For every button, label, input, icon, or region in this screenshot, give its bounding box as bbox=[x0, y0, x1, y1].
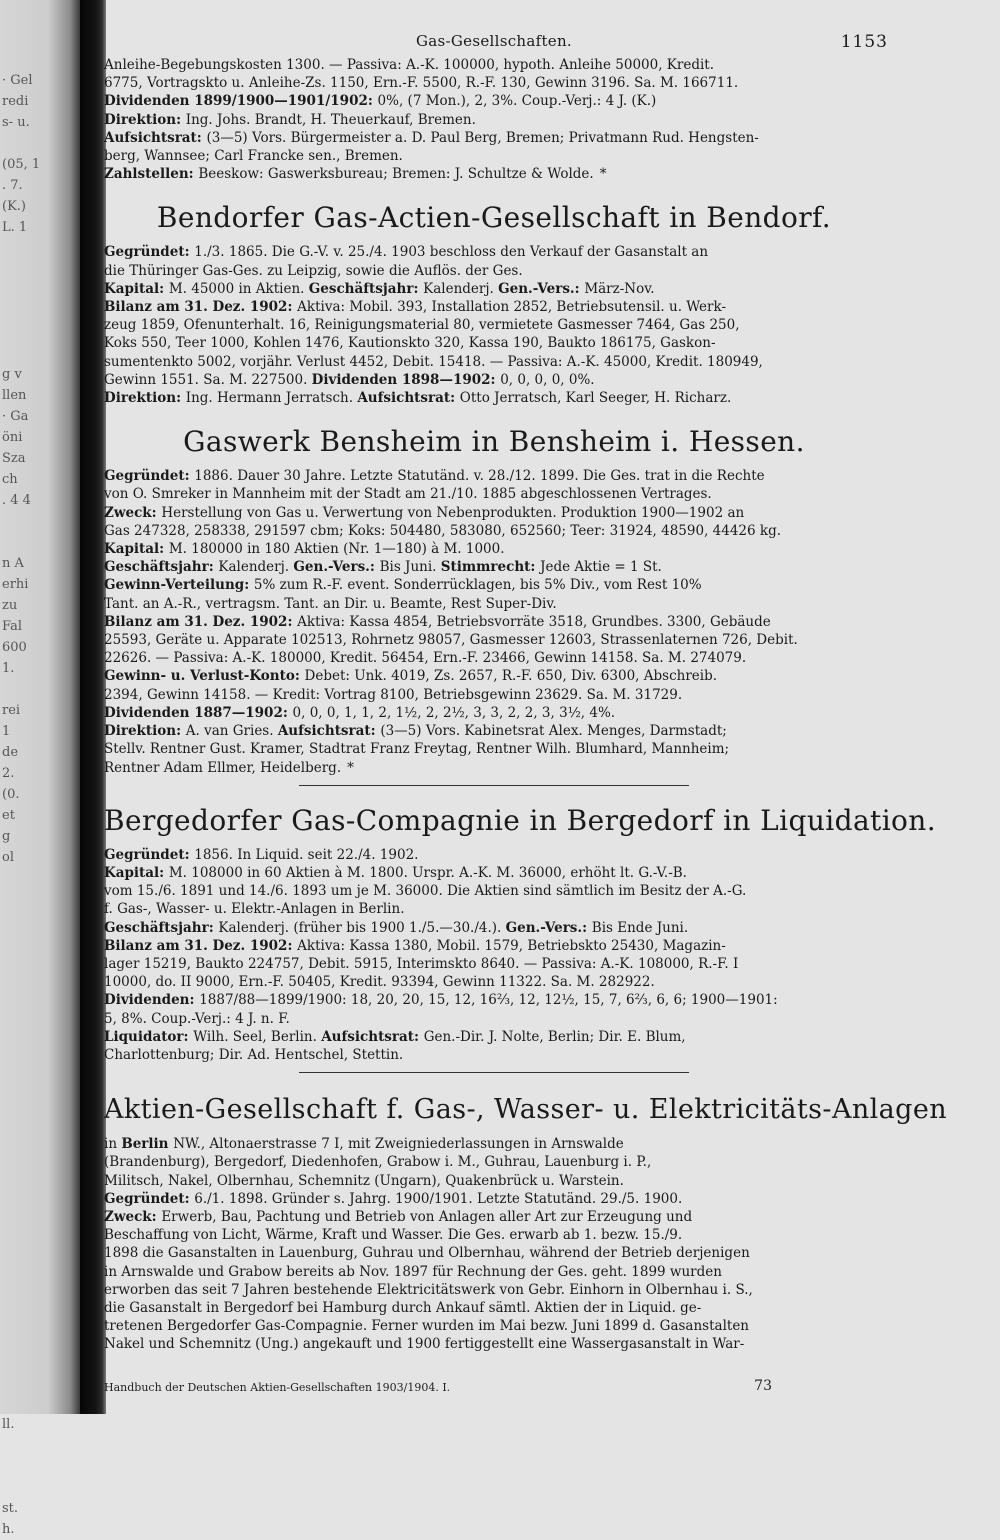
field-label: Gegründet: bbox=[104, 846, 195, 863]
text-line: Zweck: Herstellung von Gas u. Verwertung von Nebenprodukten. Produktion 1900—1902 an bbox=[104, 504, 745, 521]
text-line: die Gasanstalt in Bergedorf bei Hamburg durch Ankauf sämtl. Aktien der in Liquid. ge- bbox=[104, 1299, 702, 1316]
text-line: f. Gas-, Wasser- u. Elektr.-Anlagen in Berlin. bbox=[104, 901, 405, 918]
book-spine-gutter bbox=[80, 0, 106, 1414]
text-line: Gegründet: 1856. In Liquid. seit 22./4. 1902. bbox=[104, 846, 419, 863]
footer-publication: Handbuch der Deutschen Aktien-Gesellschaften 1903/1904. I. bbox=[104, 1381, 451, 1394]
field-label: Gen.-Vers.: bbox=[505, 919, 592, 936]
field-label: Dividenden: bbox=[104, 992, 200, 1009]
entry-body bbox=[104, 467, 884, 776]
text-line: Direktion: A. van Gries. Aufsichtsrat: (3—5) Vors. Kabinetsrat Alex. Menges, Darmstadt; bbox=[104, 723, 727, 740]
field-label: Aufsichtsrat: bbox=[277, 723, 381, 740]
field-label: Direktion: bbox=[104, 390, 186, 407]
text-line: Militsch, Nakel, Olbernhau, Schemnitz (Ungarn), Quakenbrück u. Warstein. bbox=[104, 1172, 624, 1189]
entry-body bbox=[104, 1135, 884, 1353]
entry-title: Aktien-Gesellschaft f. Gas-, Wasser- u. Elektricitäts-Anlagen bbox=[104, 1094, 948, 1126]
field-label: Gewinn- u. Verlust-Konto: bbox=[104, 668, 305, 685]
text-line: Zweck: Erwerb, Bau, Pachtung und Betrieb von Anlagen aller Art zur Erzeugung und bbox=[104, 1208, 693, 1225]
page-footer bbox=[104, 1378, 884, 1394]
text-line: sumentenkto 5002, vorjähr. Verlust 4452, Debit. 15418. — Passiva: A.-K. 45000, Kredit. 180949, bbox=[104, 353, 763, 370]
text-line: Charlottenburg; Dir. Ad. Hentschel, Stettin. bbox=[104, 1046, 404, 1063]
entry-bergedorf bbox=[104, 803, 937, 1073]
entry-body bbox=[104, 846, 884, 1064]
text-line: Gewinn 1551. Sa. M. 227500. Dividenden 1898—1902: 0, 0, 0, 0, 0%. bbox=[104, 371, 595, 388]
section-divider bbox=[299, 785, 689, 786]
text-line: Gewinn-Verteilung: 5% zum R.-F. event. Sonderrücklagen, bis 5% Div., vom Rest 10% bbox=[104, 577, 702, 594]
field-label: Gegründet: bbox=[104, 244, 195, 261]
field-label: Geschäftsjahr: bbox=[104, 559, 219, 576]
text-line: Kapital: M. 180000 in 180 Aktien (Nr. 1—180) à M. 1000. bbox=[104, 541, 505, 558]
field-label: Kapital: bbox=[104, 280, 169, 297]
field-label: Direktion: bbox=[104, 111, 186, 128]
text-line: lager 15219, Baukto 224757, Debit. 5915, Interimskto 8640. — Passiva: A.-K. 108000, R.-F. I bbox=[104, 955, 739, 972]
text-line: in Arnswalde und Grabow bereits ab Nov. 1897 für Rechnung der Ges. geht. 1899 wurden bbox=[104, 1263, 722, 1280]
field-label: Zweck: bbox=[104, 1208, 162, 1225]
text-line: Kapital: M. 108000 in 60 Aktien à M. 1800. Urspr. A.-K. M. 36000, erhöht lt. G.-V.-B. bbox=[104, 864, 687, 881]
text-line: in Berlin NW., Altonaerstrasse 7 I, mit Zweigniederlassungen in Arnswalde bbox=[104, 1136, 624, 1153]
text-line: Liquidator: Wilh. Seel, Berlin. Aufsichtsrat: Gen.-Dir. J. Nolte, Berlin; Dir. E. Blum, bbox=[104, 1028, 686, 1045]
text-line: Gewinn- u. Verlust-Konto: Debet: Unk. 4019, Zs. 2657, R.-F. 650, Div. 6300, Abschreib. bbox=[104, 668, 718, 685]
field-label: Berlin bbox=[121, 1136, 174, 1153]
field-label: Geschäftsjahr: bbox=[308, 280, 424, 297]
text-line: Aufsichtsrat: (3—5) Vors. Bürgermeister a. D. Paul Berg, Bremen; Privatmann Rud. Hengsten- bbox=[104, 129, 759, 146]
field-label: Dividenden 1887—1902: bbox=[104, 704, 293, 721]
entry-title: Bendorfer Gas-Actien-Gesellschaft in Bendorf. bbox=[156, 201, 832, 235]
text-line: Nakel und Schemnitz (Ung.) angekauft und 1900 fertiggestellt eine Wassergasanstalt in War- bbox=[104, 1336, 745, 1353]
text-line: 6775, Vortragskto u. Anleihe-Zs. 1150, Ern.-F. 5500, R.-F. 130, Gewinn 3196. Sa. M. 166711. bbox=[104, 75, 739, 92]
facing-page-text-fragments: · Gel redi s- u. (05, 1 . 7. (K.) L. 1 g v llen · Ga öni Sza ch . 4 4 n A erhi zu Fal 600 1. rei 1 de 2. (0. et g ol ll. st. h. bbox=[2, 73, 41, 1537]
field-label: Dividenden 1899/1900—1901/1902: bbox=[104, 93, 378, 110]
field-label: Gegründet: bbox=[104, 1190, 195, 1207]
text-line: Anleihe-Begebungskosten 1300. — Passiva: A.-K. 100000, hypoth. Anleihe 50000, Kredit. bbox=[104, 57, 714, 73]
text-line: Stellv. Rentner Gust. Kramer, Stadtrat Franz Freytag, Rentner Wilh. Blumhard, Mannheim; bbox=[104, 741, 730, 758]
text-line: Gegründet: 1./3. 1865. Die G.-V. v. 25./4. 1903 beschloss den Verkauf der Gasanstalt an bbox=[104, 244, 709, 261]
running-head-title: Gas-Gesellschaften. bbox=[415, 32, 572, 50]
text-line: 10000, do. II 9000, Ern.-F. 50405, Kredit. 93394, Gewinn 11322. Sa. M. 282922. bbox=[104, 974, 655, 991]
text-line: 22626. — Passiva: A.-K. 180000, Kredit. 56454, Ern.-F. 23466, Gewinn 14158. Sa. M. 274079. bbox=[104, 650, 747, 667]
field-label: Kapital: bbox=[104, 864, 169, 881]
text-line: Koks 550, Teer 1000, Kohlen 1476, Kautionskto 320, Kassa 190, Baukto 186175, Gaskon- bbox=[104, 335, 716, 352]
field-label: Zweck: bbox=[104, 504, 162, 521]
field-label: Zahlstellen: bbox=[104, 166, 199, 183]
text-line: von O. Smreker in Mannheim mit der Stadt am 21./10. 1885 abgeschlossenen Vertrages. bbox=[104, 486, 712, 503]
text-line: Gegründet: 6./1. 1898. Gründer s. Jahrg. 1900/1901. Letzte Statutänd. 29./5. 1900. bbox=[104, 1190, 683, 1207]
text-line: Direktion: Ing. Johs. Brandt, H. Theuerkauf, Bremen. bbox=[104, 111, 476, 128]
field-label: Stimmrecht: bbox=[440, 559, 541, 576]
field-label: Bilanz am 31. Dez. 1902: bbox=[104, 299, 298, 316]
asterisk-mark: * bbox=[347, 759, 354, 776]
text-line: Dividenden 1887—1902: 0, 0, 0, 1, 1, 2, 1½, 2, 2½, 3, 3, 2, 2, 3, 3½, 4%. bbox=[104, 704, 616, 721]
asterisk-mark: * bbox=[599, 166, 607, 183]
text-line: 1898 die Gasanstalten in Lauenburg, Guhrau und Olbernhau, während der Betrieb derjenigen bbox=[104, 1245, 750, 1262]
text-line: erworben das seit 7 Jahren bestehende Elektricitätswerk von Gebr. Einhorn in Olbernhau i. S., bbox=[104, 1281, 753, 1298]
field-label: Liquidator: bbox=[104, 1028, 194, 1045]
text-line: Tant. an A.-R., vertragsm. Tant. an Dir. u. Beamte, Rest Super-Div. bbox=[104, 595, 557, 612]
field-label: Aufsichtsrat: bbox=[357, 390, 460, 407]
field-label: Gen.-Vers.: bbox=[498, 280, 585, 297]
text-line: Geschäftsjahr: Kalenderj. Gen.-Vers.: Bis Juni. Stimmrecht: Jede Aktie = 1 St. bbox=[104, 559, 662, 576]
text-line: Direktion: Ing. Hermann Jerratsch. Aufsichtsrat: Otto Jerratsch, Karl Seeger, H. Richarz. bbox=[104, 390, 732, 407]
text-line: die Thüringer Gas-Ges. zu Leipzig, sowie die Auflös. der Ges. bbox=[104, 262, 523, 279]
field-label: Gen.-Vers.: bbox=[293, 559, 380, 576]
field-label: Bilanz am 31. Dez. 1902: bbox=[104, 937, 298, 954]
entry-body bbox=[104, 243, 884, 407]
field-label: Dividenden 1898—1902: bbox=[311, 371, 501, 388]
page-number: 1153 bbox=[840, 32, 888, 52]
field-label: Aufsichtsrat: bbox=[104, 129, 207, 146]
text-line: tretenen Bergedorfer Gas-Compagnie. Ferner wurden im Mai bezw. Juni 1899 d. Gasanstalten bbox=[104, 1318, 750, 1335]
text-line: Kapital: M. 45000 in Aktien. Geschäftsjahr: Kalenderj. Gen.-Vers.: März-Nov. bbox=[104, 280, 655, 297]
text-line: Gegründet: 1886. Dauer 30 Jahre. Letzte Statutänd. v. 28./12. 1899. Die Ges. trat in die Rechte bbox=[104, 468, 765, 485]
entry-bensheim bbox=[104, 425, 884, 785]
text-line: berg, Wannsee; Carl Francke sen., Bremen. bbox=[104, 148, 403, 165]
entry-title: Gaswerk Bensheim in Bensheim i. Hessen. bbox=[183, 425, 805, 459]
section-divider bbox=[299, 1072, 689, 1073]
facing-page-margin bbox=[0, 0, 80, 1537]
continued-entry bbox=[104, 56, 884, 183]
running-head bbox=[104, 32, 888, 56]
text-line: Dividenden 1899/1900—1901/1902: 0%, (7 Mon.), 2, 3%. Coup.-Verj.: 4 J. (K.) bbox=[104, 93, 657, 110]
text-line: (Brandenburg), Bergedorf, Diedenhofen, Grabow i. M., Guhrau, Lauenburg i. P., bbox=[104, 1154, 652, 1171]
field-label: Aufsichtsrat: bbox=[321, 1028, 424, 1045]
text-line: Gas 247328, 258338, 291597 cbm; Koks: 504480, 583080, 652560; Teer: 31924, 48590, 44426 kg. bbox=[104, 522, 781, 539]
text-line: Bilanz am 31. Dez. 1902: Aktiva: Kassa 1380, Mobil. 1579, Betriebskto 25430, Magazin- bbox=[104, 937, 726, 954]
entry-title: Bergedorfer Gas-Compagnie in Bergedorf in Liquidation. bbox=[104, 803, 937, 837]
field-label: Direktion: bbox=[104, 723, 186, 740]
text-line: zeug 1859, Ofenunterhalt. 16, Reinigungsmaterial 80, vermietete Gasmesser 7464, Gas 250, bbox=[104, 317, 740, 334]
entry-bendorf bbox=[104, 201, 884, 407]
text-line: 5, 8%. Coup.-Verj.: 4 J. n. F. bbox=[104, 1010, 290, 1027]
text-line: Dividenden: 1887/88—1899/1900: 18, 20, 20, 15, 12, 16⅔, 12, 12½, 15, 7, 6⅔, 6, 6; 1900—1901: bbox=[104, 992, 778, 1009]
text-line: 25593, Geräte u. Apparate 102513, Rohrnetz 98057, Gasmesser 12603, Strassenlaternen 726, Debit. bbox=[104, 632, 798, 649]
field-label: Kapital: bbox=[104, 541, 169, 558]
text-line: 2394, Gewinn 14158. — Kredit: Vortrag 8100, Betriebsgewinn 23629. Sa. M. 31729. bbox=[104, 686, 683, 703]
text-line: Geschäftsjahr: Kalenderj. (früher bis 1900 1./5.—30./4.). Gen.-Vers.: Bis Ende Juni. bbox=[104, 919, 689, 936]
document-page bbox=[104, 32, 948, 1402]
entry-ag-gas-wasser-elektricitaet bbox=[104, 1093, 948, 1353]
field-label: Geschäftsjahr: bbox=[104, 919, 219, 936]
field-label: Gegründet: bbox=[104, 468, 195, 485]
text-line: Bilanz am 31. Dez. 1902: Aktiva: Kassa 4854, Betriebsvorräte 3518, Grundbes. 3300, Gebäude bbox=[104, 613, 771, 630]
text-line: Zahlstellen: Beeskow: Gaswerksbureau; Bremen: J. Schultze & Wolde. * bbox=[104, 166, 607, 183]
text-line: vom 15./6. 1891 und 14./6. 1893 um je M. 36000. Die Aktien sind sämtlich im Besitz der A.-G. bbox=[104, 883, 747, 900]
field-label: Gewinn-Verteilung: bbox=[104, 577, 254, 594]
text-line: Bilanz am 31. Dez. 1902: Aktiva: Mobil. 393, Installation 2852, Betriebsutensil. u. Werk- bbox=[104, 299, 727, 316]
text-line: Rentner Adam Ellmer, Heidelberg. * bbox=[104, 759, 354, 776]
footer-signature-mark: 73 bbox=[754, 1378, 772, 1394]
text-line: Beschaffung von Licht, Wärme, Kraft und Wasser. Die Ges. erwarb ab 1. bezw. 15./9. bbox=[104, 1227, 683, 1244]
field-label: Bilanz am 31. Dez. 1902: bbox=[104, 613, 298, 630]
